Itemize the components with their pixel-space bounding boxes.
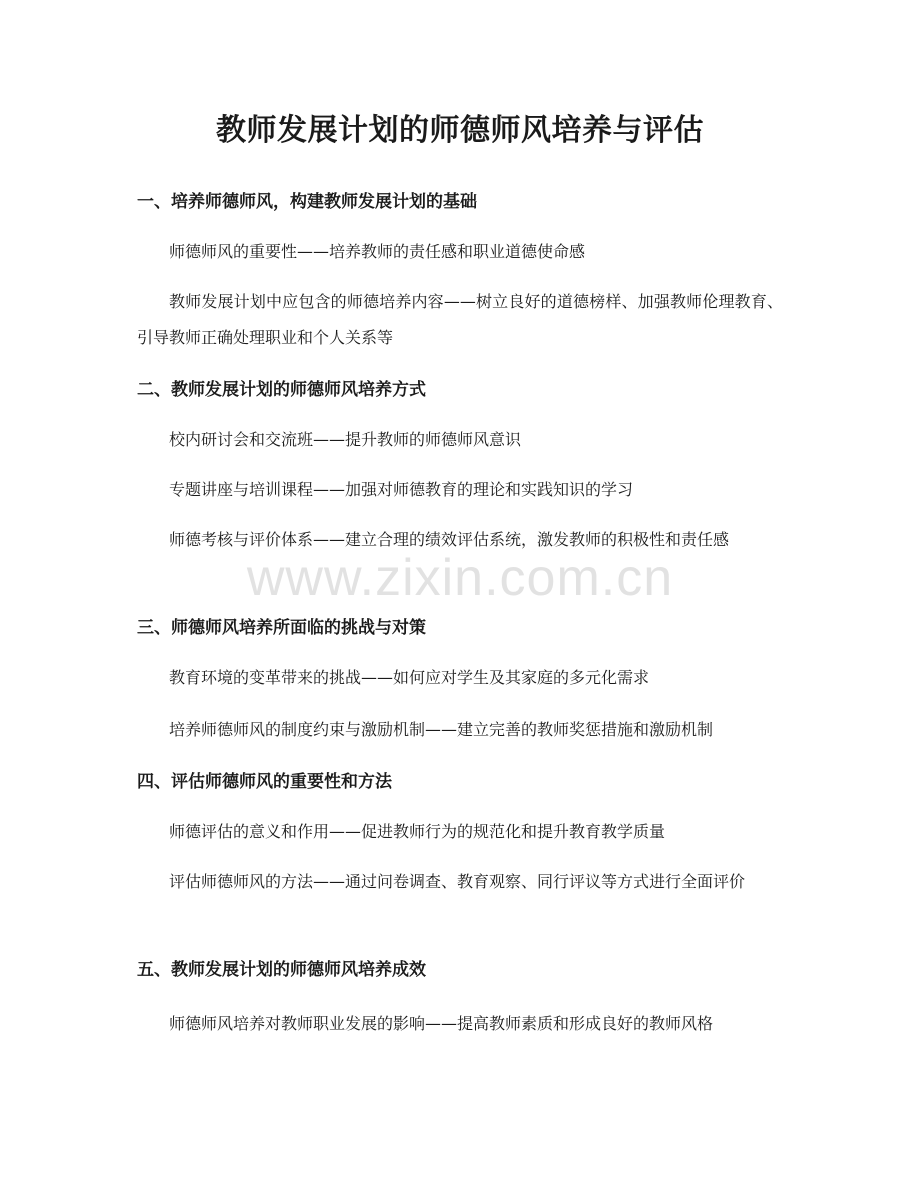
section-heading-2: 二、教师发展计划的师德师风培养方式 — [137, 380, 426, 400]
section-4-paragraph-2: 评估师德师风的方法——通过问卷调查、教育观察、同行评议等方式进行全面评价 — [169, 872, 746, 891]
section-heading-4: 四、评估师德师风的重要性和方法 — [137, 772, 392, 792]
section-3-paragraph-2: 培养师德师风的制度约束与激励机制——建立完善的教师奖惩措施和激励机制 — [169, 720, 714, 739]
section-heading-3: 三、师德师风培养所面临的挑战与对策 — [137, 618, 426, 638]
section-1-paragraph-1: 师德师风的重要性——培养教师的责任感和职业道德使命感 — [169, 242, 586, 261]
document-title: 教师发展计划的师德师风培养与评估 — [216, 113, 704, 148]
section-2-paragraph-1: 校内研讨会和交流班——提升教师的师德师风意识 — [169, 430, 522, 449]
section-2-paragraph-2: 专题讲座与培训课程——加强对师德教育的理论和实践知识的学习 — [169, 480, 634, 499]
section-3-paragraph-1: 教育环境的变革带来的挑战——如何应对学生及其家庭的多元化需求 — [169, 668, 650, 687]
section-heading-5: 五、教师发展计划的师德师风培养成效 — [137, 960, 426, 980]
section-4-paragraph-1: 师德评估的意义和作用——促进教师行为的规范化和提升教育教学质量 — [169, 822, 666, 841]
section-5-paragraph-1: 师德师风培养对教师职业发展的影响——提高教师素质和形成良好的教师风格 — [169, 1014, 714, 1033]
watermark: www.zixin.com.cn — [246, 549, 674, 607]
section-heading-1: 一、培养师德师风，构建教师发展计划的基础 — [137, 192, 477, 212]
section-2-paragraph-3: 师德考核与评价体系——建立合理的绩效评估系统，激发教师的积极性和责任感 — [169, 530, 730, 549]
section-1-paragraph-2: 教师发展计划中应包含的师德培养内容——树立良好的道德榜样、加强教师伦理教育、引导教师正确处理职业和个人关系等 — [137, 292, 783, 347]
